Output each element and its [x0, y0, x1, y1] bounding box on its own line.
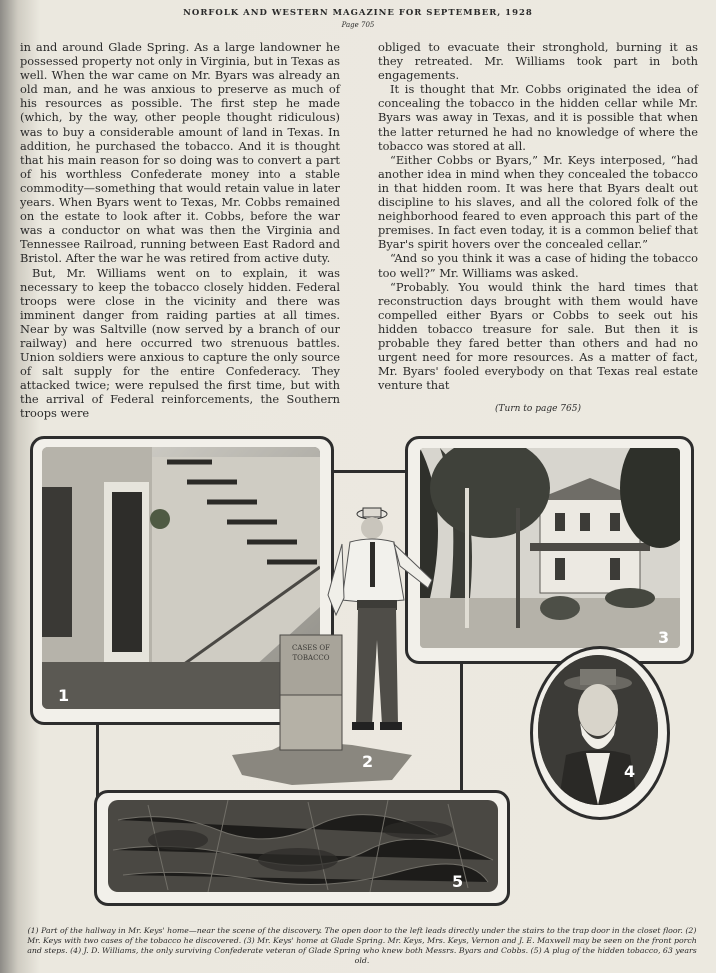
photo-caption: (1) Part of the hallway in Mr. Keys' home—near the scene of the discovery. The open door to the left leads directly under the stairs to the trap door in the closet floor. (2) Mr. Keys with two cases of the tobacco he discovered. (3) Mr. Keys' home at Glade Spring. Mr. Keys, Mrs. Keys, Vernon and J. E. Maxwell may be seen on the front porch and steps. (4) J. D. Williams, the only surviving Confederate veteran of Glade Spring who knew both Messrs. Byars and Cobbs. (5) A plug of the hidden tobacco, 63 years old.: [27, 926, 697, 965]
man-with-cases-photo: [232, 500, 452, 790]
box-label-text: TOBACCO: [292, 654, 330, 662]
text-column-left: [20, 40, 340, 421]
veteran-portrait-photo: [538, 655, 658, 805]
photo-number-4: 4: [624, 762, 636, 781]
paragraph: in and around Glade Spring. As a large landowner he possessed property not only in Virginia, but in Texas as well. When the war came on Mr. Byars was already an old man, and he was anxious to preserve as much of his resources as possible. The first step he made (which, by the way, other people thought ridiculous) was to buy a considerable amount of land in Texas. In addition, he purchased the tobacco. And it is thought that his main reason for so doing was to convert a part of his worthless Confederate money into a stable commodity—something that would retain value in later years. When Byars went to Texas, Mr. Cobbs remained on the estate to look after it. Cobbs, before the war was a conductor on what was then the Virginia and Tennessee Railroad, running between East Radord and Bristol. After the war he was retired from active duty.: [20, 40, 340, 266]
house-photo: [420, 448, 680, 648]
continuation-note: (Turn to page 765): [495, 404, 581, 414]
paragraph: “And so you think it was a case of hiding the tobacco too well?” Mr. Williams was asked.: [378, 251, 698, 280]
frame-connector: [96, 722, 99, 802]
photo-number-5: 5: [452, 872, 464, 891]
photo-number-1: 1: [58, 686, 70, 705]
paragraph: But, Mr. Williams went on to explain, it was necessary to keep the tobacco closely hidden. Federal troops were close in the vicinity and there was imminent danger from raiding parties at all times. Near by was Saltville (now served by a branch of our railway) and here occurred two strenuous battles. Union soldiers were anxious to capture the only source of salt supply for the entire Confederacy. They attacked twice; were repulsed the first time, but with the arrival of Federal reinforcements, the Southern troops were: [20, 265, 340, 421]
paragraph: “Either Cobbs or Byars,” Mr. Keys interposed, “had another idea in mind when they concealed the tobacco in that hidden room. It was here that Byars dealt out discipline to his slaves, and all the colored folk of the neighborhood feared to even approach this part of the premises. In fact even today, it is a common belief that Byar's spirit hovers over the concealed cellar.”: [378, 152, 698, 252]
paragraph: “Probably. You would think the hard times that reconstruction days brought with them would have compelled either Byars or Cobbs to seek out his hidden tobacco treasure for sale. But then it is probable they fared better than others and had no urgent need for more resources. As a matter of fact, Mr. Byars' fooled everybody on that Texas real estate venture that: [378, 279, 698, 393]
tobacco-plug-illustration: [108, 800, 498, 892]
tobacco-plug-photo: [108, 800, 498, 892]
magazine-header: NORFOLK AND WESTERN MAGAZINE FOR SEPTEMBER, 1928: [183, 8, 533, 18]
text-column-right: [378, 40, 698, 392]
photo-number-2: 2: [362, 752, 374, 771]
paragraph: It is thought that Mr. Cobbs originated the idea of concealing the tobacco in the hidden cellar while Mr. Byars was away in Texas, and it is possible that when the latter returned he had no knowledge of where the tobacco was stored at all.: [378, 82, 698, 153]
page-number: Page 705: [341, 21, 375, 29]
photo-number-3: 3: [658, 628, 670, 647]
paragraph: obliged to evacuate their stronghold, burning it as they retreated. Mr. Williams took part in both engagements.: [378, 40, 698, 83]
veteran-portrait-illustration: [538, 655, 658, 805]
man-with-cases-illustration: [232, 500, 452, 790]
house-illustration: [420, 448, 680, 648]
frame-connector: [460, 660, 463, 800]
box-label-text: CASES OF: [292, 644, 330, 652]
frame-connector: [330, 470, 406, 473]
